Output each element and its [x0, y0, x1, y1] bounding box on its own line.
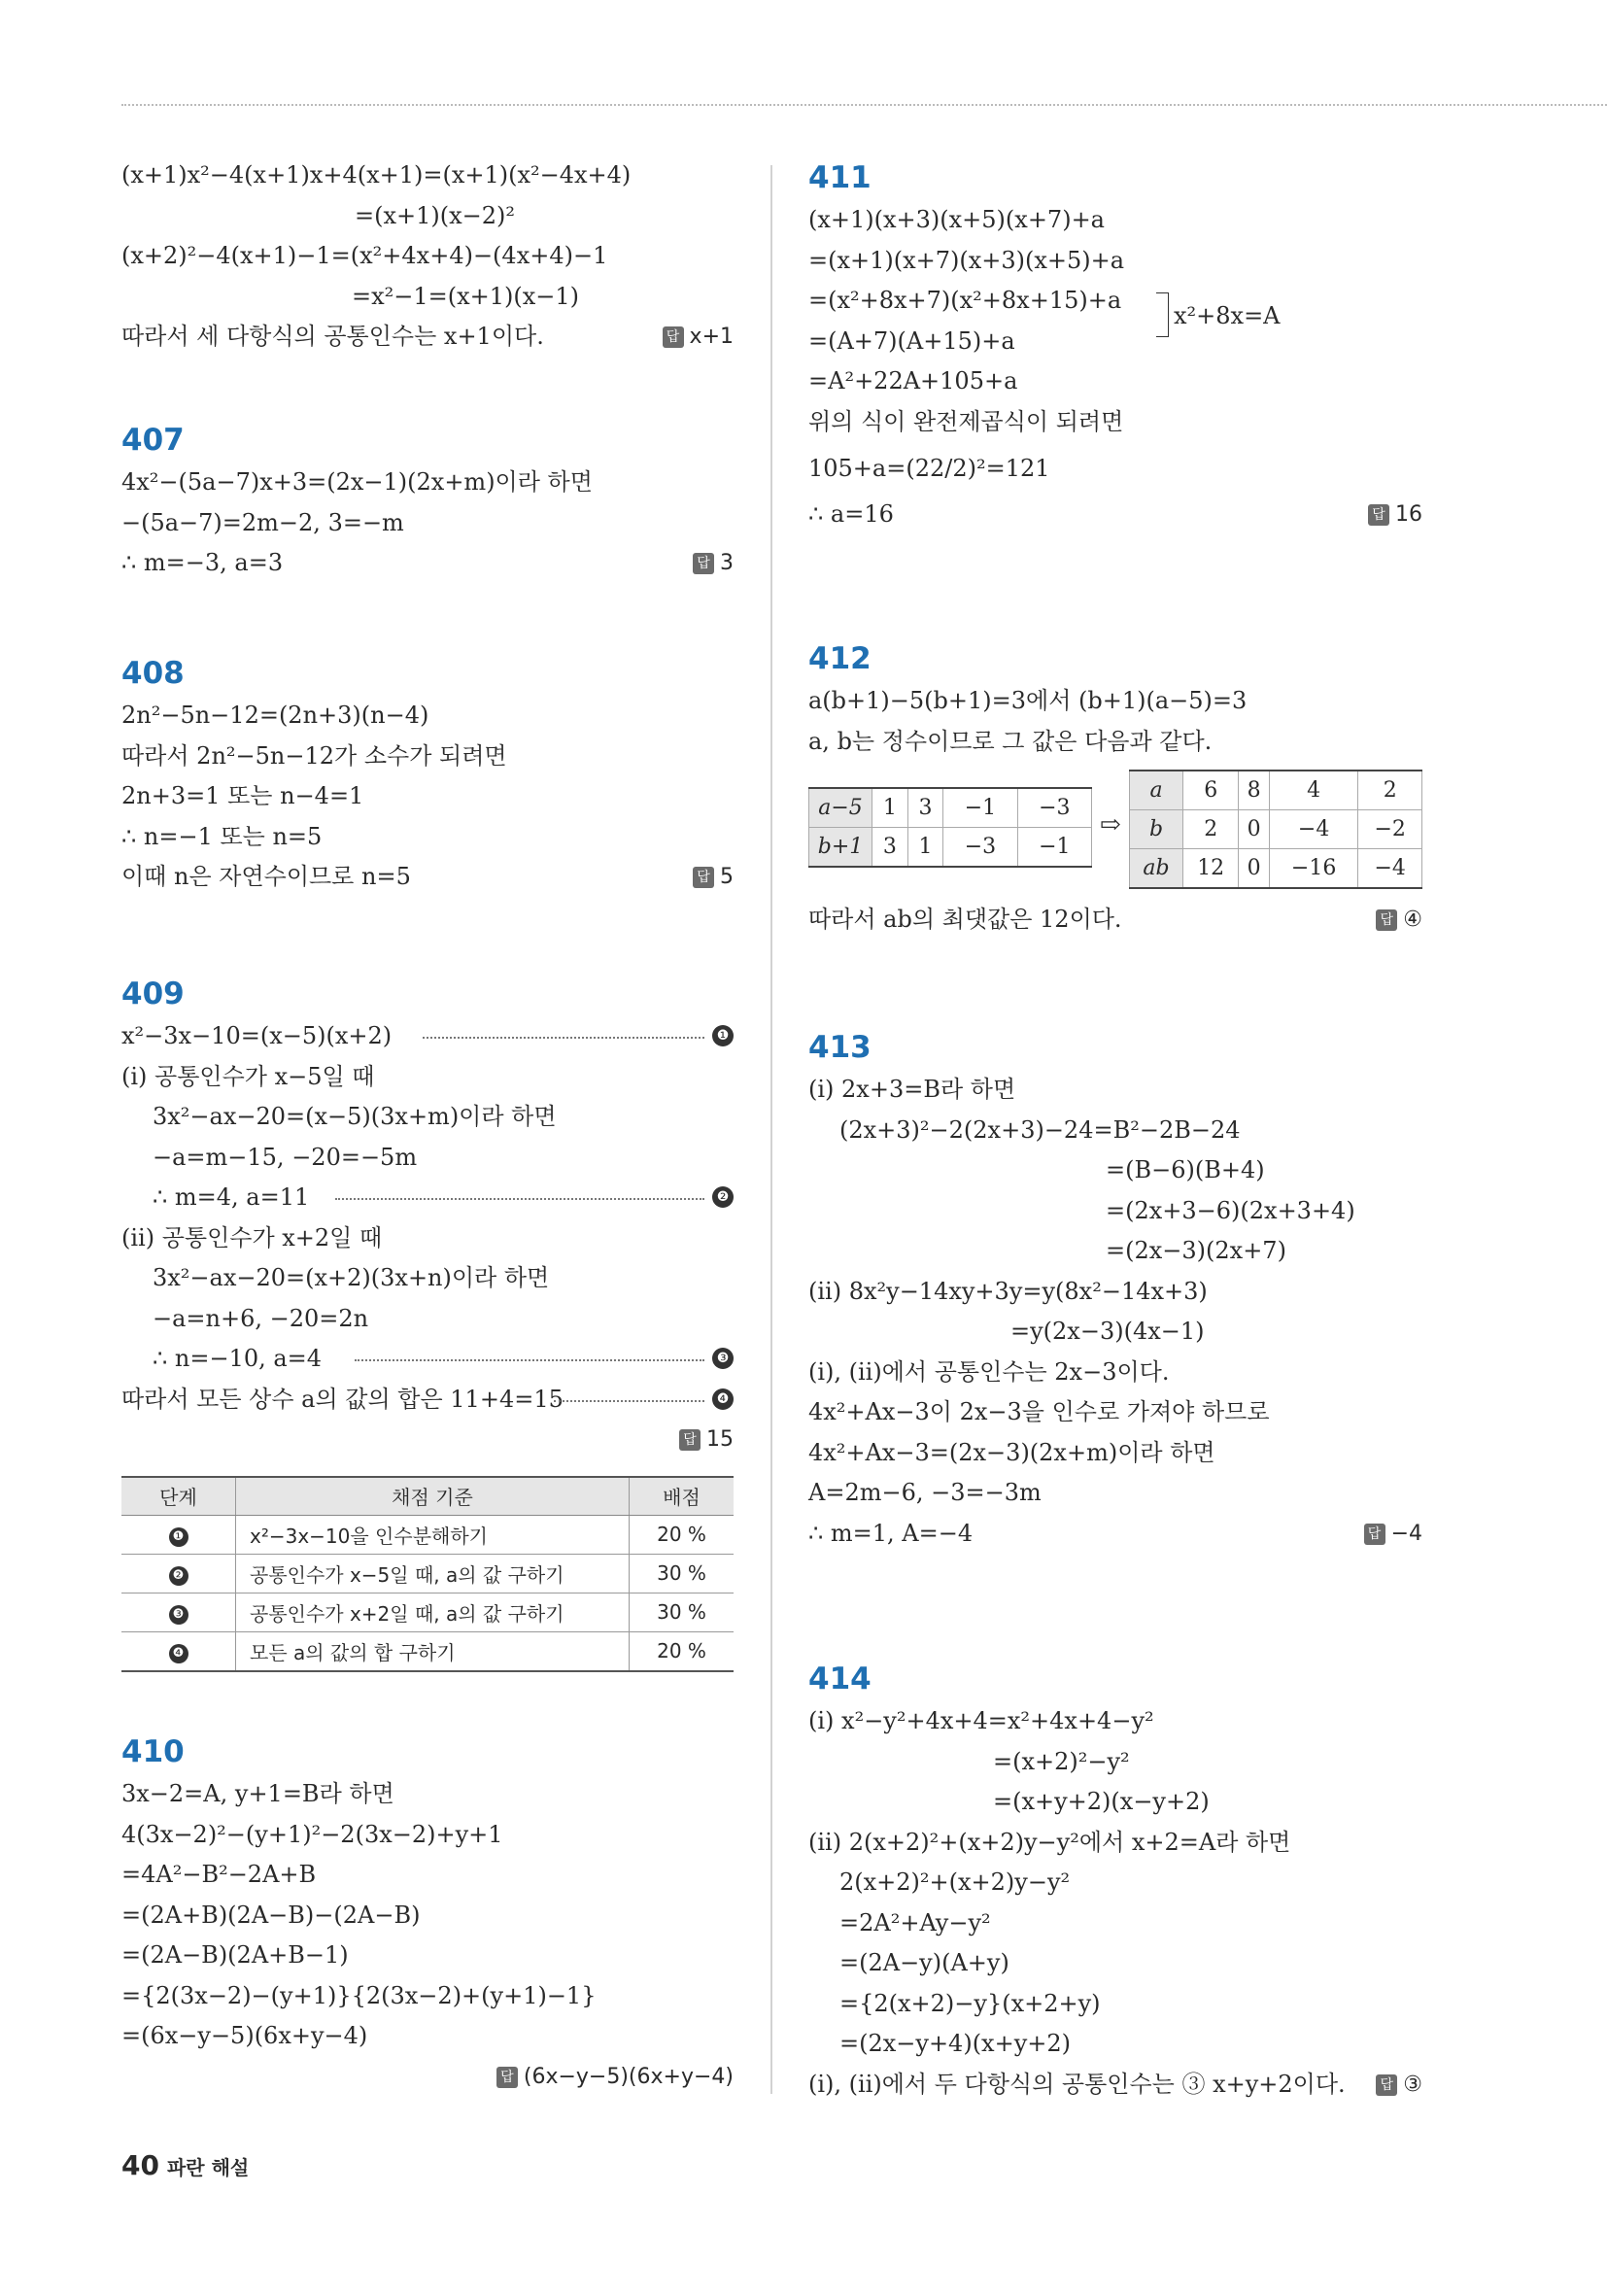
row-header: a — [1130, 771, 1183, 810]
answer-badge: 답 — [679, 1429, 701, 1451]
solution-text: x²−3x−10=(x−5)(x+2) — [121, 1022, 393, 1049]
value-row — [1130, 771, 1422, 810]
table-cell: 2 — [1183, 810, 1239, 849]
table-cell: −1 — [943, 788, 1017, 828]
grading-step-cell — [121, 1593, 236, 1631]
solution-406-continued — [121, 155, 734, 358]
problem-number: 413 — [808, 1030, 872, 1065]
step-marker: ❶ — [712, 1025, 734, 1046]
solution-text: ∴ m=1, A=−4 — [808, 1519, 974, 1547]
solution-text: ∴ n=−10, a=4 — [153, 1345, 323, 1372]
problem-412 — [808, 636, 1422, 941]
grading-row — [121, 1554, 734, 1593]
solution-line: (x+1)(x+3)(x+5)(x+7)+a — [808, 206, 1105, 233]
grading-criterion: 모든 a의 값의 합 구하기 — [236, 1631, 630, 1671]
answer-badge: 답 — [1364, 1524, 1385, 1545]
grading-score: 30 % — [630, 1593, 735, 1631]
solution-line: =(2A−B)(2A+B−1) — [121, 1941, 349, 1969]
solution-line: 4x²−(5a−7)x+3=(2x−1)(2x+m)이라 하면 — [121, 468, 593, 496]
answer-value: 3 — [720, 551, 734, 575]
step-marker: ❸ — [169, 1605, 188, 1625]
solution-line: (ⅰ) x²−y²+4x+4=x²+4x+4−y² — [808, 1707, 1154, 1734]
solution-line: =4A²−B²−2A+B — [121, 1861, 317, 1888]
answer — [663, 317, 734, 358]
solution-line: a(b+1)−5(b+1)=3에서 (b+1)(a−5)=3 — [808, 687, 1248, 714]
solution-line: A=2m−6, −3=−3m — [808, 1479, 1042, 1506]
answer — [1364, 1514, 1422, 1555]
solution-line: =(2A−y)(A+y) — [839, 1949, 1009, 1976]
table-cell: 2 — [1358, 771, 1422, 810]
solution-text: ∴ a=16 — [808, 500, 894, 528]
answer-value: 15 — [706, 1427, 734, 1452]
solution-line — [121, 1178, 734, 1218]
grading-row — [121, 1593, 734, 1631]
solution-line: =(2x+3−6)(2x+3+4) — [1106, 1196, 1355, 1224]
problem-407 — [121, 418, 734, 584]
row-header: b+1 — [809, 828, 872, 868]
answer — [1368, 495, 1422, 535]
leader-dots — [335, 1198, 704, 1200]
problem-409 — [121, 972, 734, 1672]
page-number: 40 — [121, 2149, 159, 2181]
leader-dots — [554, 1400, 704, 1402]
solution-text: 따라서 모든 상수 a의 값의 합은 11+4=15 — [121, 1385, 564, 1413]
value-row — [1130, 810, 1422, 849]
grading-score: 20 % — [630, 1515, 735, 1554]
problem-number: 412 — [808, 641, 872, 676]
conclusion-text: 따라서 세 다항식의 공통인수는 x+1이다. — [121, 323, 544, 350]
table-cell: 8 — [1239, 771, 1269, 810]
problem-413 — [808, 1025, 1422, 1554]
table-cell: 12 — [1183, 849, 1239, 889]
step-marker: ❹ — [169, 1644, 188, 1663]
answer — [1376, 900, 1422, 941]
solution-line: (x+2)²−4(x+1)−1=(x²+4x+4)−(4x+4)−1 — [121, 242, 608, 269]
solution-line: 2(x+2)²+(x+2)y−y² — [839, 1868, 1071, 1896]
problem-414 — [808, 1657, 1422, 2105]
solution-line: =(2A+B)(2A−B)−(2A−B) — [121, 1901, 421, 1929]
solution-line: =(x+1)(x−2)² — [355, 201, 516, 229]
solution-line: (ⅱ) 2(x+2)²+(x+2)y−y²에서 x+2=A라 하면 — [808, 1828, 1291, 1856]
answer-line — [121, 1420, 734, 1460]
step-marker: ❹ — [712, 1388, 734, 1410]
problem-411 — [808, 155, 1422, 535]
grading-row — [121, 1515, 734, 1554]
solution-line — [121, 1380, 734, 1421]
factor-table — [808, 787, 1092, 868]
value-tables — [808, 762, 1422, 900]
solution-text: (ⅰ), (ⅱ)에서 두 다항식의 공통인수는 ③ x+y+2이다. — [808, 2070, 1346, 2098]
solution-line: (ⅱ) 8x²y−14xy+3y=y(8x²−14x+3) — [808, 1277, 1208, 1305]
solution-text: =(x²+8x+7)(x²+8x+15)+a — [808, 287, 1122, 314]
answer-value: −4 — [1390, 1521, 1422, 1546]
problem-number: 407 — [121, 423, 185, 458]
solution-line: ={2(3x−2)−(y+1)}{2(3x−2)+(y+1)−1} — [121, 1981, 597, 2009]
solution-line — [808, 495, 1422, 535]
solution-line: 위의 식이 완전제곱식이 되려면 — [808, 407, 1124, 435]
factor-row — [809, 788, 1092, 828]
answer-badge: 답 — [693, 553, 714, 574]
table-cell: −4 — [1269, 810, 1358, 849]
solution-line: (ⅰ) 공통인수가 x−5일 때 — [121, 1062, 375, 1090]
answer-value: ③ — [1403, 2072, 1422, 2097]
step-marker: ❷ — [712, 1186, 734, 1208]
solution-line: (2x+3)²−2(2x+3)−24=B²−2B−24 — [839, 1115, 1241, 1144]
row-header: ab — [1130, 849, 1183, 889]
table-cell: −3 — [1017, 788, 1091, 828]
solution-line — [808, 2065, 1422, 2106]
solution-text: 따라서 ab의 최댓값은 12이다. — [808, 906, 1122, 933]
solution-text: 이때 n은 자연수이므로 n=5 — [121, 863, 411, 890]
solution-line: (ⅱ) 공통인수가 x+2일 때 — [121, 1223, 383, 1251]
solution-line: 3x−2=A, y+1=B라 하면 — [121, 1780, 394, 1807]
problem-410 — [121, 1730, 734, 2097]
grading-step-cell — [121, 1515, 236, 1554]
leader-dots — [423, 1037, 704, 1039]
problem-number: 409 — [121, 977, 185, 1011]
solution-text: ∴ m=−3, a=3 — [121, 549, 284, 576]
answer-badge: 답 — [1376, 909, 1397, 931]
table-cell: 6 — [1183, 771, 1239, 810]
solution-line: ∴ n=−1 또는 n=5 — [121, 822, 323, 850]
problem-number: 414 — [808, 1662, 872, 1696]
step-marker: ❷ — [169, 1566, 188, 1586]
problem-number: 411 — [808, 160, 872, 195]
grading-header-row — [121, 1477, 734, 1516]
grading-criterion: 공통인수가 x+2일 때, a의 값 구하기 — [236, 1593, 630, 1631]
solution-line: 4(3x−2)²−(y+1)²−2(3x−2)+y+1 — [121, 1820, 503, 1848]
grading-row — [121, 1631, 734, 1671]
solution-line: 2n+3=1 또는 n−4=1 — [121, 782, 364, 809]
table-cell: 0 — [1239, 849, 1269, 889]
problem-number: 410 — [121, 1734, 185, 1769]
solution-line: 2n²−5n−12=(2n+3)(n−4) — [121, 702, 429, 729]
leader-dots — [355, 1359, 704, 1361]
solution-line — [121, 1339, 734, 1380]
column-divider — [770, 165, 772, 2094]
page-footer — [121, 2149, 249, 2181]
solution-line — [808, 1514, 1422, 1555]
solution-line: (ⅰ) 2x+3=B라 하면 — [808, 1076, 1016, 1103]
table-cell: 4 — [1269, 771, 1358, 810]
table-cell: 1 — [907, 828, 943, 868]
grading-step-cell — [121, 1631, 236, 1671]
solution-line: −a=n+6, −20=2n — [153, 1304, 369, 1332]
answer — [679, 1420, 734, 1460]
answer — [693, 543, 734, 584]
answer-badge: 답 — [1368, 504, 1389, 526]
solution-line: 따라서 2n²−5n−12가 소수가 되려면 — [121, 741, 507, 770]
solution-line: (ⅰ), (ⅱ)에서 공통인수는 2x−3이다. — [808, 1357, 1170, 1386]
solution-text: ∴ m=4, a=11 — [153, 1183, 310, 1211]
grading-criterion: 공통인수가 x−5일 때, a의 값 구하기 — [236, 1554, 630, 1593]
solution-line — [121, 543, 734, 584]
solution-line: ={2(x+2)−y}(x+2+y) — [839, 1989, 1101, 2017]
solution-line: (x+1)x²−4(x+1)x+4(x+1)=(x+1)(x²−4x+4) — [121, 161, 632, 188]
solution-line: a, b는 정수이므로 그 값은 다음과 같다. — [808, 727, 1213, 755]
factor-row — [809, 828, 1092, 868]
answer-badge: 답 — [1376, 2074, 1397, 2096]
header-score: 배점 — [630, 1477, 735, 1516]
answer-line — [121, 2057, 734, 2098]
solution-line: =2A²+Ay−y² — [839, 1908, 991, 1936]
solution-line: =(A+7)(A+15)+a — [808, 326, 1015, 355]
solution-line: =(6x−y−5)(6x+y−4) — [121, 2022, 368, 2049]
grading-table — [121, 1476, 734, 1672]
answer — [693, 857, 734, 898]
answer-value: (6x−y−5)(6x+y−4) — [523, 2064, 734, 2089]
step-marker: ❶ — [169, 1527, 188, 1547]
solution-line: 105+a=(22/2)²=121 — [808, 455, 1050, 482]
header-step: 단계 — [121, 1477, 236, 1516]
table-cell: −3 — [943, 828, 1017, 868]
table-cell: 0 — [1239, 810, 1269, 849]
grading-score: 20 % — [630, 1631, 735, 1671]
table-cell: −16 — [1269, 849, 1358, 889]
row-header: b — [1130, 810, 1183, 849]
solution-line — [121, 1016, 734, 1057]
answer — [496, 2057, 734, 2098]
solution-line: =x²−1=(x+1)(x−1) — [352, 282, 580, 310]
table-cell: −1 — [1017, 828, 1091, 868]
row-header: a−5 — [809, 788, 872, 828]
answer-value: ④ — [1403, 908, 1422, 932]
solution-line: 4x²+Ax−3=(2x−3)(2x+m)이라 하면 — [808, 1438, 1215, 1466]
substitution-note: x²+8x=A — [1174, 302, 1281, 329]
answer-value: 16 — [1395, 502, 1422, 527]
solution-line: =(x+2)²−y² — [993, 1747, 1130, 1775]
solution-line: =(x+y+2)(x−y+2) — [993, 1788, 1210, 1815]
table-cell: 3 — [907, 788, 943, 828]
value-table — [1129, 770, 1422, 889]
solution-line: 3x²−ax−20=(x−5)(3x+m)이라 하면 — [153, 1103, 557, 1130]
solution-line — [121, 857, 734, 898]
table-cell: 3 — [872, 828, 908, 868]
solution-line — [808, 281, 1422, 329]
implies-arrow-icon: ⇨ — [1100, 810, 1121, 840]
solution-line: −a=m−15, −20=−5m — [153, 1143, 418, 1171]
answer-badge: 답 — [496, 2067, 518, 2088]
solution-line: =(2x−3)(2x+7) — [1106, 1237, 1286, 1264]
problem-408 — [121, 651, 734, 898]
answer-badge: 답 — [693, 867, 714, 888]
answer-value: 5 — [720, 865, 734, 889]
solution-conclusion — [121, 317, 734, 358]
top-dotted-rule — [121, 104, 1607, 106]
solution-line: =(B−6)(B+4) — [1106, 1156, 1265, 1183]
value-row — [1130, 849, 1422, 889]
solution-line: −(5a−7)=2m−2, 3=−m — [121, 508, 404, 536]
solution-line: =A²+22A+105+a — [808, 367, 1018, 394]
solution-line: =(x+1)(x+7)(x+3)(x+5)+a — [808, 246, 1125, 274]
grading-criterion: x²−3x−10을 인수분해하기 — [236, 1515, 630, 1554]
grading-step-cell — [121, 1554, 236, 1593]
step-marker: ❸ — [712, 1348, 734, 1369]
problem-number: 408 — [121, 656, 185, 691]
header-criterion: 채점 기준 — [236, 1477, 630, 1516]
table-cell: −4 — [1358, 849, 1422, 889]
solution-line: 4x²+Ax−3이 2x−3을 인수로 가져야 하므로 — [808, 1398, 1270, 1425]
solution-line: =(2x−y+4)(x+y+2) — [839, 2030, 1071, 2057]
solution-line — [808, 900, 1422, 941]
solution-line: 3x²−ax−20=(x+2)(3x+n)이라 하면 — [153, 1264, 550, 1291]
answer-value: x+1 — [689, 325, 734, 349]
grading-score: 30 % — [630, 1554, 735, 1593]
answer-badge: 답 — [663, 326, 684, 348]
answer — [1376, 2065, 1422, 2106]
book-label: 파란 해설 — [166, 2156, 250, 2179]
table-cell: −2 — [1358, 810, 1422, 849]
table-cell: 1 — [872, 788, 908, 828]
solution-line: =y(2x−3)(4x−1) — [1010, 1318, 1205, 1345]
